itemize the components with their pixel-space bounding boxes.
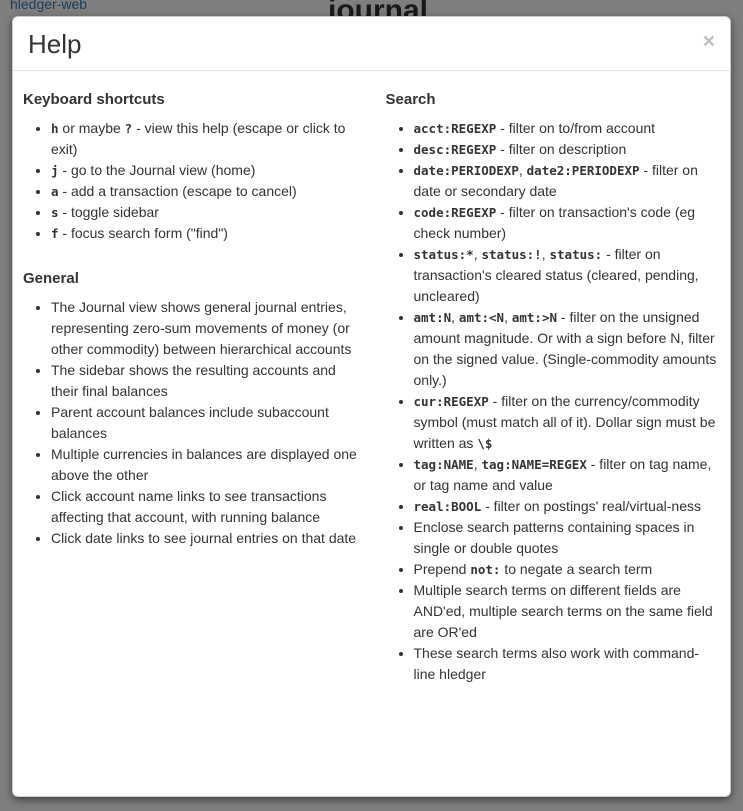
list-item: • amt:N, amt:<N, amt:>N - filter on the unsigned amount magnitude. Or with a sign before N, filter on the signed value. (Single-commodity amounts only.) — [414, 307, 721, 391]
keyboard-shortcuts-section — [23, 91, 366, 244]
code-span: ? — [124, 121, 133, 136]
section-heading-search: Search — [385, 91, 436, 108]
code-span: h — [51, 121, 59, 136]
list-item: • cur:REGEXP - filter on the currency/commodity symbol (must match all of it). Dollar sign must be written as \$ — [414, 391, 721, 454]
code-span: date2:PERIODEXP — [526, 163, 640, 178]
code-span: code:REGEXP — [413, 205, 497, 220]
code-span: acct:REGEXP — [413, 121, 497, 136]
section-heading-keyboard-shortcuts: Keyboard shortcuts — [23, 91, 165, 108]
list-item: • a - add a transaction (escape to cancel) — [51, 181, 366, 202]
code-span: desc:REGEXP — [413, 142, 497, 157]
code-span: j — [51, 163, 59, 178]
modal-body — [13, 71, 730, 705]
code-span: date:PERIODEXP — [413, 163, 519, 178]
list-item: • f - focus search form ("find") — [51, 223, 366, 244]
right-column — [372, 81, 721, 695]
general-section — [23, 270, 366, 549]
code-span: cur:REGEXP — [413, 394, 489, 409]
list-item: • date:PERIODEXP, date2:PERIODEXP - filter on date or secondary date — [414, 160, 721, 202]
code-span: tag:NAME=REGEX — [481, 457, 587, 472]
list-item: • code:REGEXP - filter on transaction's code (eg check number) — [414, 202, 721, 244]
list-item: • tag:NAME, tag:NAME=REGEX - filter on tag name, or tag name and value — [414, 454, 721, 496]
search-list — [386, 118, 721, 685]
code-span: \$ — [477, 436, 493, 451]
list-item: • The sidebar shows the resulting accounts and their final balances — [51, 360, 366, 402]
list-item: • The Journal view shows general journal entries, representing zero-sum movements of money (or other commodity) between hierarchical accounts — [51, 297, 366, 360]
code-span: a — [51, 184, 59, 199]
list-item: • Prepend not: to negate a search term — [414, 559, 721, 580]
code-span: status:* — [413, 247, 474, 262]
code-span: amt:>N — [511, 310, 558, 325]
list-item: • Enclose search patterns containing spaces in single or double quotes — [414, 517, 721, 559]
general-list — [23, 297, 366, 549]
section-heading-general: General — [23, 270, 79, 287]
list-item: • h or maybe ? - view this help (escape or click to exit) — [51, 118, 366, 160]
help-modal — [12, 16, 731, 797]
list-item: • s - toggle sidebar — [51, 202, 366, 223]
modal-title: Help — [28, 29, 82, 59]
code-span: f — [51, 226, 59, 241]
code-span: status: — [549, 247, 603, 262]
list-item: • acct:REGEXP - filter on to/from account — [414, 118, 721, 139]
list-item: • Multiple currencies in balances are displayed one above the other — [51, 444, 366, 486]
code-span: amt:<N — [458, 310, 505, 325]
keyboard-shortcuts-list — [23, 118, 366, 244]
code-span: not: — [470, 562, 501, 577]
list-item: • Multiple search terms on different fields are AND'ed, multiple search terms on the same field are OR'ed — [414, 580, 721, 643]
modal-header — [13, 17, 730, 71]
list-item: • Parent account balances include subaccount balances — [51, 402, 366, 444]
list-item: • real:BOOL - filter on postings' real/virtual-ness — [414, 496, 721, 517]
code-span: status:! — [481, 247, 542, 262]
list-item: • Click account name links to see transactions affecting that account, with running balance — [51, 486, 366, 528]
list-item: • status:*, status:!, status: - filter on transaction's cleared status (cleared, pending, uncleared) — [414, 244, 721, 307]
list-item: • These search terms also work with command-line hledger — [414, 643, 721, 685]
code-span: real:BOOL — [413, 499, 482, 514]
close-icon[interactable]: × — [702, 30, 715, 53]
code-span: tag:NAME — [413, 457, 474, 472]
list-item: • j - go to the Journal view (home) — [51, 160, 366, 181]
search-section — [386, 91, 721, 685]
left-column — [23, 81, 372, 695]
list-item: • desc:REGEXP - filter on description — [414, 139, 721, 160]
list-item: • Click date links to see journal entries on that date — [51, 528, 366, 549]
code-span: s — [51, 205, 59, 220]
code-span: amt:N — [413, 310, 452, 325]
